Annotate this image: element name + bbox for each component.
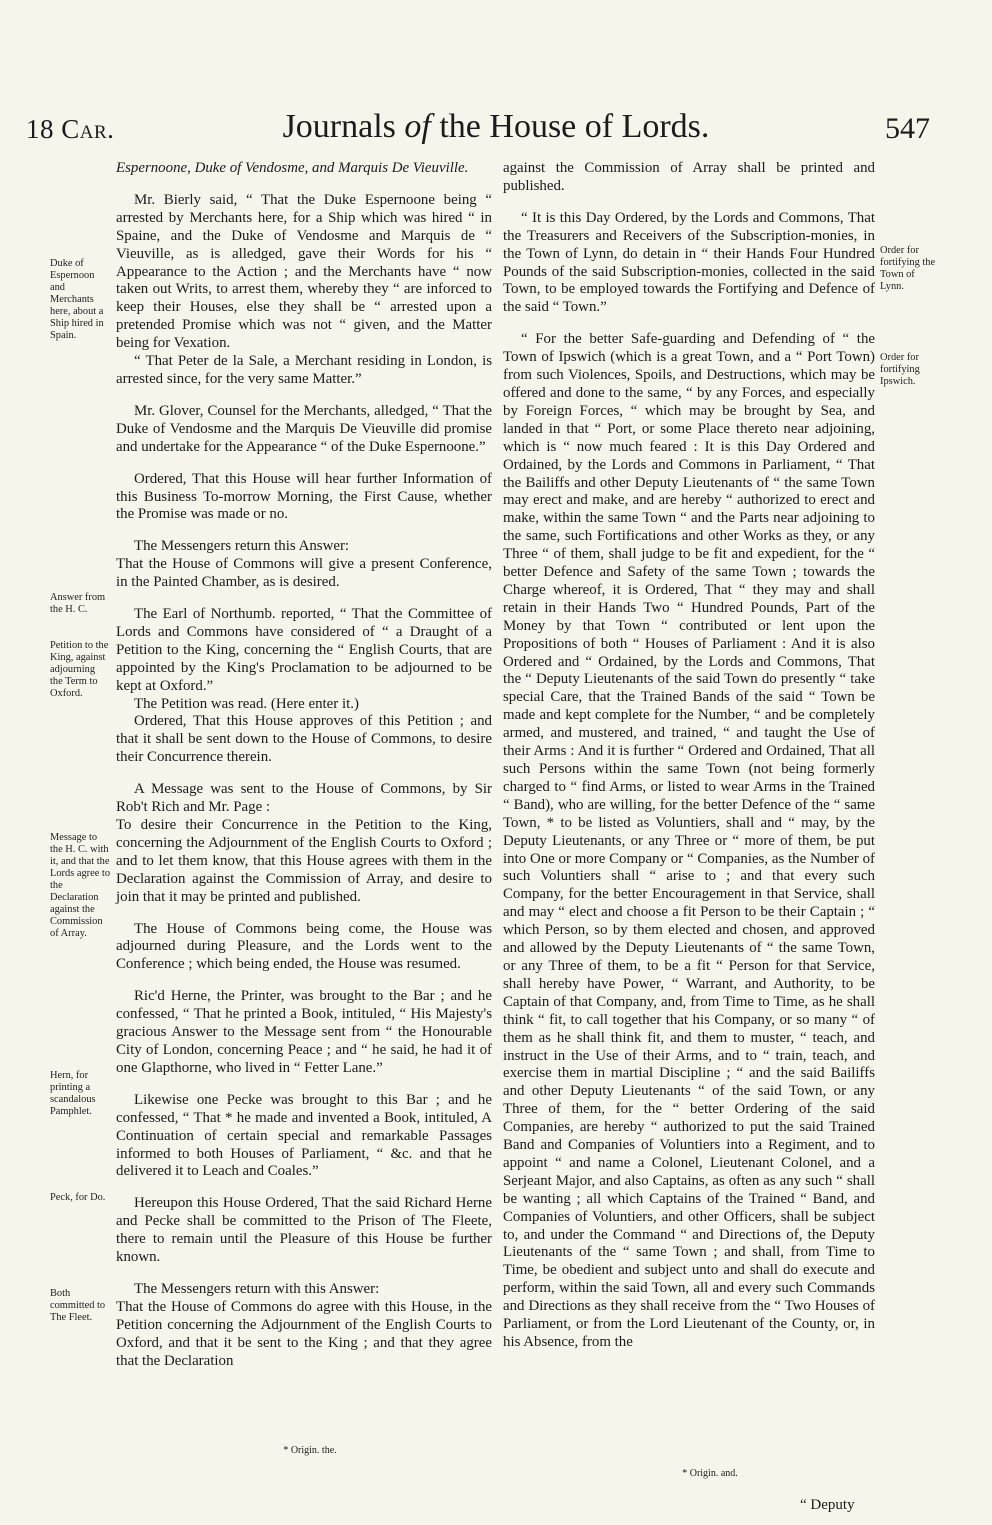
running-head-left: 18 Car. xyxy=(26,114,115,144)
paragraph: Mr. Bierly said, “ That the Duke Espernoone being “ arrested by Merchants here, for a Ship which was hired “ in Spaine, and the Duke of Vendosme and Marquis de “ Vieuville, as is alledged, gave their Words for his “ Appearance to the Action ; and the Merchants have “ now taken out Writs, to arrest them, whereby they “ are inforced to keep their Houses, else they shall be “ arrested upon a pretended Promise which was not “ given, and the Matter being for Vexation. xyxy=(116,191,492,352)
paragraph: The Messengers return this Answer: xyxy=(134,538,350,555)
paragraph: That the House of Commons will give a present Conference, in the Painted Chamber, as is desired. xyxy=(116,556,492,591)
margin-note: Order for fortifying Ipswich. xyxy=(880,352,920,387)
page-number: 547 xyxy=(885,112,930,145)
page-header xyxy=(0,96,992,156)
paragraph: “ It is this Day Ordered, by the Lords and Commons, That the Treasurers and Receivers of the Subscription-monies, in the Town of Lynn, do detain in “ their Hands Four Hundred Pounds of the said Subscription-monies, collected in the said Town, to be employed towards the Fortifying and Defence of the said “ Town.” xyxy=(503,209,875,316)
margin-note: Message to the H. C. with it, and that the Lords agree to the Declaration against the Commission of Array. xyxy=(50,832,111,939)
left-column xyxy=(116,160,492,1370)
footnote: * Origin. the. xyxy=(283,1445,337,1456)
paragraph: Ordered, That this House approves of this Petition ; and that it shall be sent down to the House of Commons, to desire their Concurrence therein. xyxy=(116,713,492,766)
paragraph: “ For the better Safe-guarding and Defending of “ the Town of Ipswich (which is a great Town, and a “ Port Town) from such Violences, Spoils, and Destructions, which may be offered and done to the same, “ by any Forces, and especially by Foreign Forces, “ which may be brought by Sea, and landed in that “ Port, or some Place thereto near adjoining, which is “ now much feared : It is this Day Ordered and Ordained, by the Lords and Commons in Parliament, “ That the Bailiffs and other Deputy Lieutenants of “ the same Town may erect and make, and are hereby “ authorized to erect and make, within the same Town “ and the Parts near adjoining to the same, such Fortifications and other Works as they, or any Three “ of them, shall judge to be fit and expedient, for the “ better Defence and Safety of the same Town ; towards the Charge whereof, it is Ordered, That “ they may and shall retain in their Hands Two “ Hundred Pounds, Part of the Money by that Town “ contributed or lent upon the Propositions of both “ Houses of Parliament : And it is also Ordered and “ Ordained, by the Lords and Commons, That the “ Deputy Lieutenants of the said Town do presently “ take special Care, that the Trained Bands of the said “ Town be made and kept complete for the Number, “ and be completely armed, and mustered, and trained, “ and taught the Use of their Arms : And it is further “ Ordered and Ordained, That all such Persons within the same Town (not being formerly charged to “ find Arms, or listed to wear Arms in the Trained “ Band), who are willing, for the better Defence of the “ same Town, * to be listed as Voluntiers, shall and “ may, by the Deputy Lieutenants, or any Three or “ more of them, be put into One or more Company or “ Companies, as the Number of such Voluntiers shall “ arise to ; and that every such Company, for the better Encouragement in that Service, shall and may “ elect and choose a fit Person to be their Captain ; “ which Person, so by them elected and chosen, and approved and allowed by the Deputy Lieutenants of “ the same Town, or any Three of them, to be a fit “ Person for that Service, shall hereby have Power, “ Warrant, and Authority, to be Captain of that Company, and, from Time to Time, as he shall think “ fit, to call together that his Company, or so many “ of them as he shall think fit, and them to muster, “ teach, and instruct in the Use of their Arms, and to “ train, teach, and exercise them in martial Discipline ; “ and the said Bailiffs and other Deputy Lieutenants “ of the said Town, or any Three of them, for the “ better Ordering of the said Companies, are hereby “ authorized to put the said Trained Band and Companies of Voluntiers into a Regiment, and to appoint “ and name a Colonel, Lieutenant Colonel, and a Serjeant Major, and also Captains, as often as any such “ shall be wanting ; all which Captains of the Trained “ Band, and Companies of Voluntiers, and other Officers, shall be subject to, and under the Command “ and Directions of, the Deputy Lieutenants of the “ same Town ; and shall, from Time to Time, be obedient and subject unto and shall do execute and perform, within the said Town, all and every such Commands and Directions as they shall receive from the “ Two Houses of Parliament, or from the Lord Lieutenant of the County, or, in his Absence, from the xyxy=(503,331,875,1350)
footnote: * Origin. and. xyxy=(682,1468,738,1479)
paragraph: Mr. Glover, Counsel for the Merchants, alledged, “ That the Duke of Vendosme and the Marquis De Vieuville did promise and undertake for the Appearance “ of the Duke Espernoone.” xyxy=(116,402,492,455)
catchword: “ Deputy xyxy=(800,1497,855,1513)
paragraph: To desire their Concurrence in the Petition to the King, concerning the Adjournment of the English Courts to Oxford ; and to let them know, that this House agrees with them in the Declaration against the Commission of Array, and desire to join that it may be printed and published. xyxy=(116,817,492,905)
paragraph: The Earl of Northumb. reported, “ That the Committee of Lords and Commons have considered of “ a Draught of a Petition to the King, concerning the “ English Courts, that are appointed by the King's Proclamation to be adjourned to be kept at Oxford.” xyxy=(116,606,492,694)
running-title: Journals of the House of Lords. xyxy=(282,108,710,145)
paragraph: Ric'd Herne, the Printer, was brought to the Bar ; and he confessed, “ That he printed a Book, intituled, “ His Majesty's gracious Answer to the Message sent from “ the Honourable City of London, concerning Peace ; and “ he said, he had it of one Glapthorne, who lived in “ Fetter Lane.” xyxy=(116,988,492,1076)
paragraph: That the House of Commons do agree with this House, in the Petition concerning the Adjournment of the English Courts to Oxford, and that it be sent to the King ; and that they agree that the Declaration xyxy=(116,1298,492,1369)
paragraph: The Messengers return with this Answer: xyxy=(134,1280,380,1297)
margin-note: Petition to the King, against adjourning the Term to Oxford. xyxy=(50,640,109,699)
paragraph: Likewise one Pecke was brought to this Bar ; and he confessed, “ That * he made and invented a Book, intituled, A Continuation of certain special and remarkable Passages informed to both Houses of Parliament, “ &c. and that he delivered it to Leach and Coales.” xyxy=(116,1091,492,1180)
margin-note: Order for fortifying the Town of Lynn. xyxy=(880,245,936,292)
paragraph: Ordered, That this House will hear further Information of this Business To-morrow Morning, the First Cause, whether the Promise was made or no. xyxy=(116,470,492,523)
paragraph: A Message was sent to the House of Commons, by Sir Rob't Rich and Mr. Page : xyxy=(116,781,492,816)
paragraph: against the Commission of Array shall be printed and published. xyxy=(503,160,875,194)
margin-note: Duke of Espernoon and Merchants here, about a Ship hired in Spain. xyxy=(50,258,104,341)
margin-note: Peck, for Do. xyxy=(50,1192,106,1203)
paragraph: “ That Peter de la Sale, a Merchant residing in London, is arrested since, for the very same Matter.” xyxy=(116,353,492,387)
paragraph: The House of Commons being come, the House was adjourned during Pleasure, and the Lords went to the Conference ; which being ended, the House was resumed. xyxy=(116,920,492,973)
paragraph: Hereupon this House Ordered, That the said Richard Herne and Pecke shall be committed to the Prison of The Fleete, there to remain until the Pleasure of this House be further known. xyxy=(116,1195,492,1266)
paragraph: Espernoone, Duke of Vendosme, and Marquis De Vieuville. xyxy=(116,160,469,176)
margin-note: Hern, for printing a scandalous Pamphlet. xyxy=(50,1070,96,1117)
paragraph: The Petition was read. (Here enter it.) xyxy=(134,695,359,712)
margin-note: Answer from the H. C. xyxy=(50,592,106,615)
margin-note: Both committed to The Fleet. xyxy=(50,1288,106,1323)
right-column xyxy=(503,160,875,1352)
